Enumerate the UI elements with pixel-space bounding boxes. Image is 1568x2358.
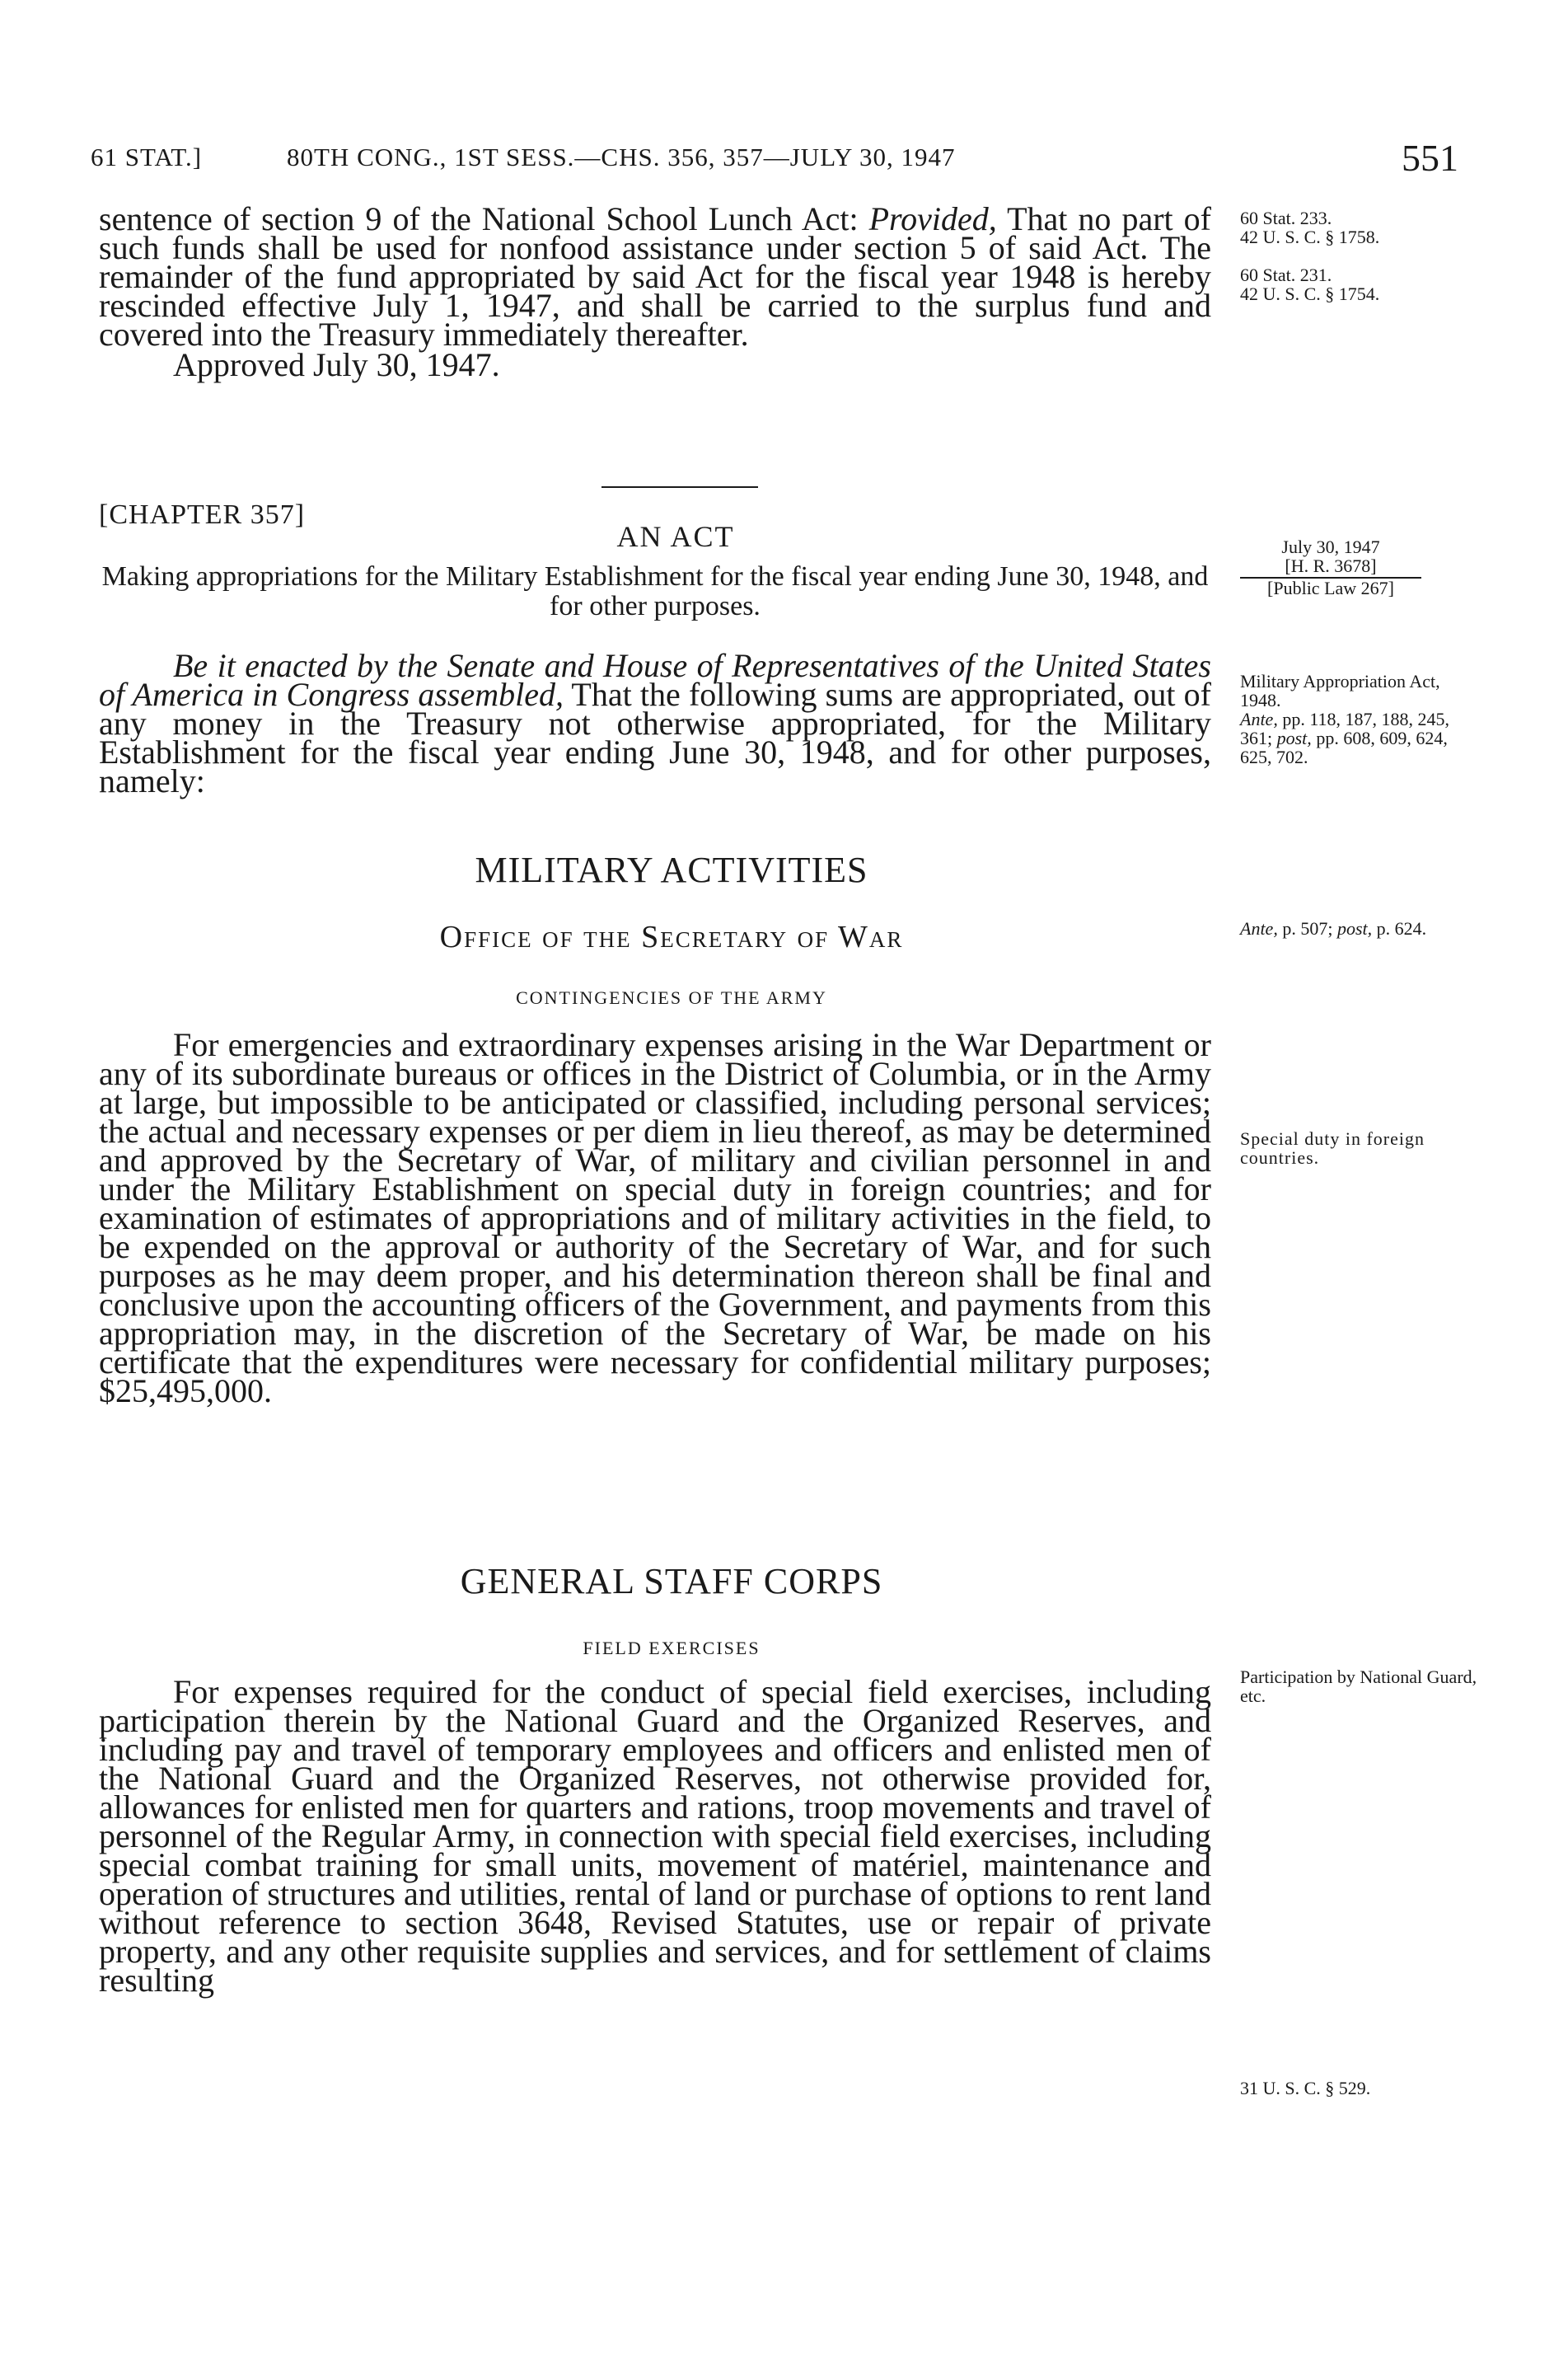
- enacting-rest: That the following sums are appropriated, out of any money in the Treasury not otherwise appropriated, for the Military Establishment for the fiscal year ending June 30, 1948, and for other purposes, namely:: [99, 676, 1211, 799]
- ante-post-note-1: [1240, 710, 1479, 766]
- ante-refs-1: pp. 118, 187, 188, 245, 361;: [1240, 709, 1450, 748]
- ante-italic-2: Ante,: [1240, 918, 1278, 939]
- cite-1a: 60 Stat. 233.: [1240, 208, 1332, 228]
- heading-general-staff: GENERAL STAFF CORPS: [460, 1561, 883, 1601]
- enacting-italic: Be it enacted by the Senate and House of Representatives of the United States of America in Congress assembled,: [99, 647, 1211, 713]
- margin-note-usc-529: 31 U. S. C. § 529.: [1240, 2078, 1371, 2098]
- chapter-separator-rule: [601, 486, 758, 488]
- ante-italic-1: Ante,: [1240, 709, 1278, 729]
- bill-number: [H. R. 3678]: [1240, 556, 1421, 579]
- approved-line: Approved July 30, 1947.: [173, 346, 500, 383]
- enactment-date: July 30, 1947: [1281, 537, 1380, 557]
- opening-text-after: That no part of such funds shall be used for nonfood assistance under section 5 of said Act. The remainder of the fund appropriated by said Act for the fiscal year 1948 is hereby rescinded effective July 1, 1947, and shall be carried to the surplus fund and covered into the Treasury immediately thereafter.: [99, 200, 1211, 353]
- heading-field-exercises: FIELD EXERCISES: [583, 1638, 761, 1658]
- running-header: [91, 136, 1458, 185]
- session-label: 80TH CONG., 1ST SESS.—CHS. 356, 357—JULY 30, 1947: [287, 143, 956, 171]
- act-title: Making appropriations for the Military Establishment for the fiscal year ending June 30, 1948, and for other purposes.: [101, 561, 1209, 621]
- contingencies-paragraph: [99, 1026, 1211, 1409]
- margin-note-ante-2: [1240, 919, 1479, 938]
- heading-contingencies: CONTINGENCIES OF THE ARMY: [516, 987, 827, 1008]
- mil-approp-note: Military Appropriation Act, 1948.: [1240, 671, 1440, 710]
- chapter-number: [CHAPTER 357]: [99, 499, 306, 530]
- margin-note-special-duty: Special duty in foreign countries.: [1240, 1128, 1425, 1168]
- proviso-word: Provided,: [868, 200, 997, 237]
- page-number: 551: [1402, 137, 1458, 179]
- cite-2b: 42 U. S. C. § 1754.: [1240, 284, 1380, 304]
- public-law-number: [Public Law 267]: [1267, 578, 1394, 598]
- cite-2a: 60 Stat. 231.: [1240, 265, 1332, 285]
- cite-1b: 42 U. S. C. § 1758.: [1240, 227, 1380, 247]
- post-refs-2: p. 624.: [1372, 918, 1427, 939]
- opening-paragraph: [99, 200, 1211, 383]
- margin-note-military-approp: [1240, 672, 1479, 766]
- opening-text-before: sentence of section 9 of the National School Lunch Act:: [99, 200, 869, 237]
- margin-note-bill: [1240, 537, 1421, 598]
- an-act-label: AN ACT: [616, 520, 735, 553]
- margin-note-cite-2: [1240, 265, 1479, 303]
- field-exercises-paragraph: [99, 1673, 1211, 1999]
- post-italic-1: post,: [1276, 728, 1312, 748]
- enacting-clause: [99, 647, 1211, 799]
- field-exercises-text: For expenses required for the conduct of special field exercises, including participation therein by the National Guard and the Organized Reserves, and including pay and travel of temporary employees and officers and enlisted men of the National Guard and the Organized Reserves, not otherwise provided for, allowances for enlisted men for quarters and rations, troop movements and travel of personnel of the Regular Army, in connection with special field exercises, including special combat training for small units, movement of matériel, maintenance and operation of structures and utilities, rental of land or purchase of options to rent land without reference to section 3648, Revised Statutes, use or repair of private property, and any other requisite supplies and services, and for settlement of claims resulting: [99, 1673, 1211, 1999]
- post-italic-2: post,: [1336, 918, 1373, 939]
- heading-office-secretary: Office of the Secretary of War: [439, 920, 904, 954]
- ante-mid-2: p. 507;: [1277, 918, 1337, 939]
- volume-label: 61 STAT.]: [91, 143, 203, 171]
- post-refs-1: pp. 608, 609, 624, 625, 702.: [1240, 728, 1448, 767]
- contingencies-text: For emergencies and extraordinary expenses arising in the War Department or any of its subordinate bureaus or offices in the District of Columbia, or in the Army at large, but impossible to be anticipated or classified, including personal services; the actual and necessary expenses or per diem in lieu thereof, as may be determined and approved by the Secretary of War, of military and civilian personnel in and under the Military Establishment on special duty in foreign countries; and for examination of estimates of appropriations and of military activities in the field, to be expended on the approval or authority of the Secretary of War, and for such purposes as he may deem proper, and his determination thereon shall be final and conclusive upon the accounting officers of the Government, and payments from this appropriation may, in the discretion of the Secretary of War, be made on his certificate that the expenditures were necessary for confidential military purposes; $25,495,000.: [99, 1026, 1211, 1409]
- margin-note-cite-1: [1240, 209, 1479, 246]
- heading-military-activities: MILITARY ACTIVITIES: [475, 850, 868, 890]
- margin-note-participation: Participation by National Guard, etc.: [1240, 1667, 1477, 1706]
